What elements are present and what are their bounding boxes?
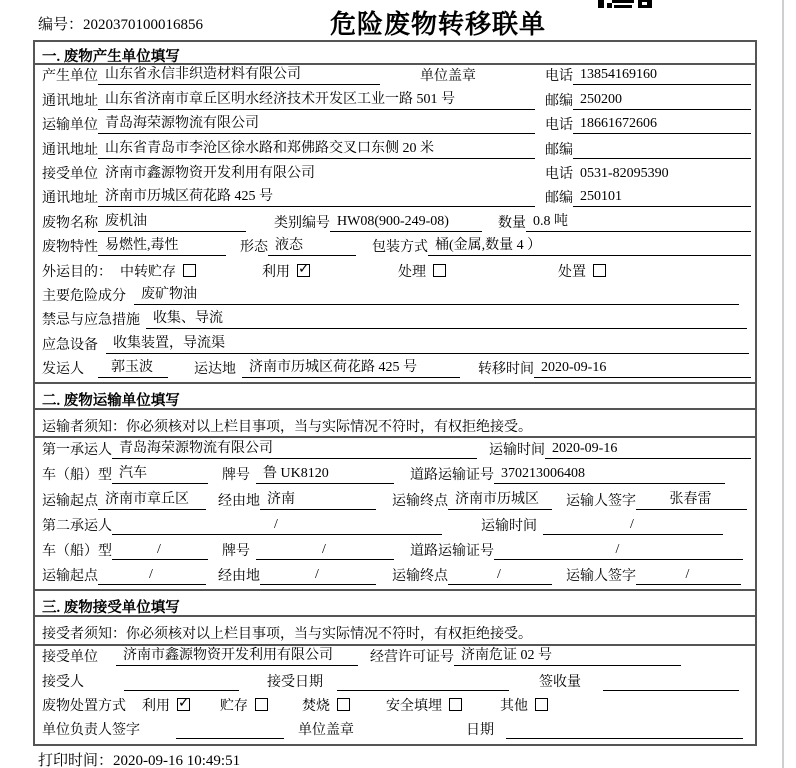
transporter-address-value: 山东省青岛市李沧区徐水路和郑佛路交叉口东侧 20 米 [98,137,535,159]
serial-label: 编号： [38,17,84,33]
checkbox-disposal-utilize [177,698,190,711]
acceptor-value [124,689,239,691]
packaging-label: 包装方式 [372,240,428,256]
purpose-label: 外运目的： [42,264,112,280]
purpose-option-treat [398,261,446,281]
producer-address-value: 山东省济南市章丘区明水经济技术开发区工业一路 501 号 [98,88,535,110]
shipper-row [35,358,755,382]
category-value: HW08(900-249-08) [330,214,482,232]
transport-time-2-value: / [543,517,723,535]
shipper-value: 郭玉波 [98,356,168,378]
form-title: 危险废物转移联单 [330,10,547,39]
disposal-option-incinerate [302,695,350,715]
receiver-notice: 接受者须知：你必须核对以上栏目事项，当与实际情况不符时，有权拒绝接受。 [35,617,755,646]
print-time-value: 2020-09-16 10:49:51 [113,753,241,768]
print-time-label: 打印时间： [38,753,114,768]
via-label: 经由地 [218,569,260,585]
terminus-label: 运输终点 [392,493,448,509]
receiver-value: 济南市鑫源物资开发利用有限公司 [105,165,315,181]
section2-header: 二. 废物运输单位填写 [35,382,755,410]
receiver-zip-value: 250101 [573,189,751,207]
checkbox-utilize [297,264,310,277]
waste-name-value: 废机油 [98,210,246,232]
section1-header: 一. 废物产生单位填写 [35,42,755,65]
emergency-row [35,309,755,333]
via-2-value: / [260,567,376,585]
serial-number [38,13,203,34]
terminus-2-value: / [448,567,552,585]
waste-name-row [35,211,755,235]
license-label: 经营许可证号 [370,650,454,666]
accept-date-label: 接受日期 [267,674,323,690]
plate-label: 牌号 [222,544,250,560]
checkbox-disposal-other [535,698,548,711]
vehicle-row-1 [35,463,755,488]
section3-header: 三. 废物接受单位填写 [35,589,755,617]
page-edge-line [782,0,784,768]
accept-unit-row [35,646,755,670]
via-label: 经由地 [218,493,260,509]
zip-label: 邮编 [545,191,573,207]
seal-label: 单位盖章 [420,69,476,85]
transport-time-value: 2020-09-16 [545,441,751,459]
disposal-option-other [500,695,548,715]
emergency-value: 收集、导流 [146,307,747,329]
purpose-option-dispose [558,261,606,281]
received-qty-value [603,689,739,691]
print-time [38,749,240,768]
option-label: 处理 [398,264,426,280]
purpose-option-transfer-storage [120,261,196,281]
transporter-value: 青岛海荣源物流有限公司 [98,112,535,134]
destination-value: 济南市历城区荷花路 425 号 [242,356,460,378]
shipper-label: 发运人 [42,362,84,378]
vehicle-type-label: 车（船）型 [42,468,112,484]
transfer-time-label: 转移时间 [478,362,534,378]
category-label: 类别编号 [274,215,330,231]
terminus-value: 济南市历城区 [448,488,552,510]
road-permit-label: 道路运输证号 [410,544,494,560]
option-label: 其他 [500,698,528,714]
disposal-option-store [220,695,268,715]
equipment-value: 收集装置，导流渠 [106,332,749,354]
transporter-zip-value [573,157,751,159]
origin-label: 运输起点 [42,569,98,585]
producer-address-row [35,89,755,113]
destination-label: 运达地 [194,362,236,378]
option-label: 利用 [262,264,290,280]
accept-date-value [337,689,509,691]
receiver-label: 接受单位 [42,166,98,182]
plate-value: 鲁 UK8120 [256,462,394,484]
address-label: 通讯地址 [42,191,98,207]
transport-time-label: 运输时间 [489,443,545,459]
first-carrier-value: 青岛海荣源物流有限公司 [112,437,477,459]
receiver-phone-value: 0531-82095390 [580,165,669,181]
plate-2-value: / [256,542,394,560]
second-carrier-row [35,514,755,539]
accept-unit-value: 济南市鑫源物资开发利用有限公司 [116,644,358,666]
receiver-row [35,163,755,187]
checkbox-disposal-landfill [449,698,462,711]
origin-2-value: / [98,567,206,585]
receiver-address-value: 济南市历城区荷花路 425 号 [98,185,535,207]
checkbox-treat [433,264,446,277]
zip-label: 邮编 [545,93,573,109]
terminus-label: 运输终点 [392,569,448,585]
second-carrier-value: / [112,517,442,535]
vehicle-type-label: 车（船）型 [42,544,112,560]
address-label: 通讯地址 [42,93,98,109]
phone-label: 电话 [545,118,573,134]
checkbox-dispose [593,264,606,277]
disposal-row [35,695,755,719]
equipment-row [35,333,755,357]
phone-label: 电话 [545,69,573,85]
hazard-row [35,285,755,309]
hazard-label: 主要危险成分 [42,288,126,304]
received-qty-label: 签收量 [539,674,581,690]
transporter-row [35,114,755,138]
checkbox-disposal-incinerate [337,698,350,711]
receiver-address-row [35,187,755,211]
carrier-sign-value: 张春雷 [636,488,747,510]
transfer-time-value: 2020-09-16 [534,360,751,378]
disposal-option-landfill [386,695,462,715]
transporter-notice: 运输者须知：你必须核对以上栏目事项，当与实际情况不符时，有权拒绝接受。 [35,410,755,438]
transport-time-label: 运输时间 [481,518,537,534]
option-label: 安全填埋 [386,698,442,714]
first-carrier-label: 第一承运人 [42,443,112,459]
purpose-option-utilize [262,261,310,281]
serial-value: 2020370100016856 [83,17,204,33]
equipment-label: 应急设备 [42,337,98,353]
responsible-sign-value [176,737,284,739]
transporter-phone-value: 18661672606 [573,116,751,134]
transporter-label: 运输单位 [42,118,98,134]
carrier-sign-label: 运输人签字 [566,569,636,585]
option-label: 利用 [142,698,170,714]
vehicle-type-value: 汽车 [112,462,208,484]
checkbox-transfer-storage [183,264,196,277]
characteristics-row [35,236,755,260]
route-row-2 [35,564,755,589]
date-label: 日期 [466,722,494,738]
road-permit-value: 370213006408 [494,466,725,484]
producer-phone-value: 13854169160 [573,67,751,85]
license-value: 济南危证 02 号 [454,644,681,666]
characteristics-label: 废物特性 [42,240,98,256]
disposal-option-utilize [142,695,190,715]
form-label: 形态 [240,240,268,256]
form-value: 液态 [268,234,356,256]
purpose-row [35,260,755,284]
hazard-value: 废矿物油 [134,283,739,305]
packaging-value: 桶(金属,数量 4 ） [428,234,751,256]
producer-zip-value: 250200 [573,92,751,110]
acceptor-row [35,670,755,694]
waste-name-label: 废物名称 [42,215,98,231]
accept-unit-label: 接受单位 [42,650,98,666]
address-label: 通讯地址 [42,142,98,158]
route-row-1 [35,488,755,513]
option-label: 处置 [558,264,586,280]
origin-value: 济南市章丘区 [98,488,206,510]
vehicle-row-2 [35,539,755,564]
road-permit-2-value: / [494,542,743,560]
acceptor-label: 接受人 [42,674,84,690]
zip-label: 邮编 [545,142,573,158]
characteristics-value: 易燃性,毒性 [98,234,226,256]
carrier-sign-label: 运输人签字 [566,493,636,509]
producer-value: 山东省永信非织造材料有限公司 [98,63,380,85]
qr-code-fragment [598,0,654,9]
checkbox-disposal-store [255,698,268,711]
quantity-value: 0.8 吨 [526,210,751,232]
producer-row [35,65,755,89]
option-label: 中转贮存 [120,264,176,280]
transporter-address-row [35,138,755,162]
via-value: 济南 [260,488,376,510]
producer-label: 产生单位 [42,69,98,85]
origin-label: 运输起点 [42,493,98,509]
vehicle-type-2-value: / [112,542,208,560]
date-value [506,737,743,739]
quantity-label: 数量 [498,215,526,231]
plate-label: 牌号 [222,468,250,484]
responsible-sign-label: 单位负责人签字 [42,722,140,738]
option-label: 焚烧 [302,698,330,714]
disposal-label: 废物处置方式 [42,698,126,714]
unit-seal-label: 单位盖章 [298,722,354,738]
responsible-sign-row [35,719,755,743]
phone-label: 电话 [545,166,573,182]
road-permit-label: 道路运输证号 [410,468,494,484]
option-label: 贮存 [220,698,248,714]
first-carrier-row [35,438,755,463]
carrier-sign-2-value: / [636,567,741,585]
form-body [33,40,757,746]
second-carrier-label: 第二承运人 [42,518,112,534]
emergency-label: 禁忌与应急措施 [42,313,140,329]
